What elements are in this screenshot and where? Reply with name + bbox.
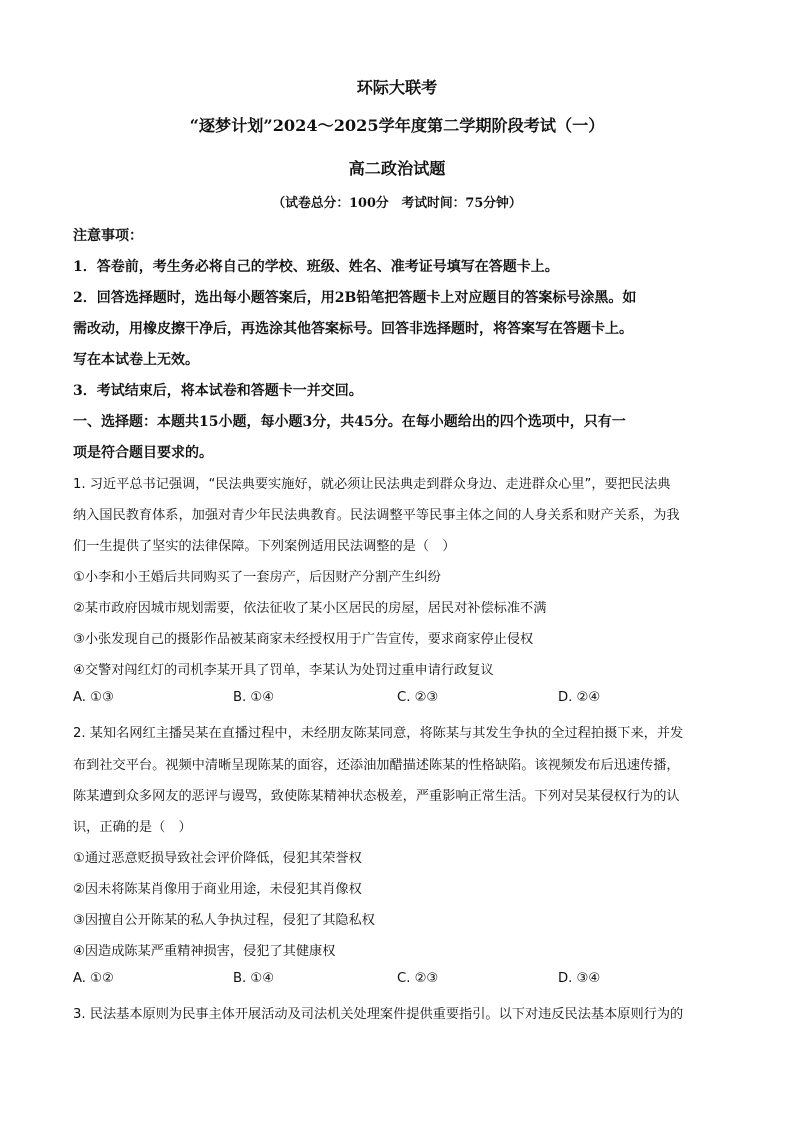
notice-item-2-line-1: 2．回答选择题时，选出每小题答案后，用2B铅笔把答题卡上对应题目的答案标号涂黑。如 (73, 290, 637, 306)
q1-statement-2: ②某市政府因城市规划需要，依法征收了某小区居民的房屋，居民对补偿标准不满 (73, 601, 547, 616)
q2-option-b: B. ①④ (233, 971, 275, 986)
q1-option-b: B. ①④ (233, 690, 275, 705)
q2-stem-line-3: 陈某遭到众多网友的恶评与谩骂，致使陈某精神状态极差，严重影响正常生活。下列对吴某侵权行为的认 (73, 789, 680, 804)
exam-info: （试卷总分：100分 考试时间：75分钟） (272, 196, 522, 211)
notice-item-1: 1．答卷前，考生务必将自己的学校、班级、姓名、准考证号填写在答题卡上。 (73, 259, 559, 275)
q2-option-c: C. ②③ (397, 971, 439, 986)
q2-statement-1: ①通过恶意贬损导致社会评价降低，侵犯其荣誉权 (73, 851, 362, 866)
exam-organizer: 环际大联考 (356, 78, 438, 97)
section-heading-line-2: 项是符合题目要求的。 (73, 445, 213, 461)
exam-title: “逐梦计划”2024～2025学年度第二学期阶段考试（一） (189, 116, 605, 135)
q1-stem-line-3: 们一生提供了坚实的法律保障。下列案例适用民法调整的是（ ） (73, 539, 456, 554)
notice-item-2-line-2: 需改动，用橡皮擦干净后，再选涂其他答案标号。回答非选择题时，将答案写在答题卡上。 (73, 321, 633, 337)
q1-option-d: D. ②④ (558, 690, 601, 705)
q1-stem-line-1: 1. 习近平总书记强调，“民法典要实施好，就必须让民法典走到群众身边、走进群众心里”，要把民法典 (73, 477, 671, 492)
subject-title: 高二政治试题 (348, 159, 446, 178)
section-heading-line-1: 一、选择题：本题共15小题，每小题3分，共45分。在每小题给出的四个选项中，只有一 (73, 414, 626, 430)
q3-stem-line-1: 3. 民法基本原则为民事主体开展活动及司法机关处理案件提供重要指引。以下对违反民法基本原则行为的 (73, 1007, 684, 1022)
q1-option-c: C. ②③ (397, 690, 439, 705)
q1-statement-4: ④交警对闯红灯的司机李某开具了罚单，李某认为处罚过重申请行政复议 (73, 663, 494, 678)
q2-statement-3: ③因擅自公开陈某的私人争执过程，侵犯了其隐私权 (73, 913, 375, 928)
q2-option-a: A. ①② (73, 971, 114, 986)
q1-statement-3: ③小张发现自己的摄影作品被某商家未经授权用于广告宣传，要求商家停止侵权 (73, 632, 534, 647)
notice-heading: 注意事项： (73, 228, 143, 244)
q2-statement-4: ④因造成陈某严重精神损害，侵犯了其健康权 (73, 944, 336, 959)
q2-stem-line-1: 2. 某知名网红主播吴某在直播过程中，未经朋友陈某同意，将陈某与其发生争执的全过程拍摄下来，并发 (73, 726, 684, 741)
notice-item-2-line-3: 写在本试卷上无效。 (73, 352, 199, 368)
q2-stem-line-4: 识，正确的是（ ） (73, 820, 192, 835)
q1-option-a: A. ①③ (73, 690, 114, 705)
q1-stem-line-2: 纳入国民教育体系，加强对青少年民法典教育。民法调整平等民事主体之间的人身关系和财产关系，为我 (73, 508, 680, 523)
q1-statement-1: ①小李和小王婚后共同购买了一套房产，后因财产分割产生纠纷 (73, 570, 441, 585)
notice-item-3: 3．考试结束后，将本试卷和答题卡一并交回。 (73, 383, 363, 399)
q2-stem-line-2: 布到社交平台。视频中清晰呈现陈某的面容，还添油加醋描述陈某的性格缺陷。该视频发布后迅速传播， (73, 758, 680, 773)
q2-statement-2: ②因未将陈某肖像用于商业用途，未侵犯其肖像权 (73, 882, 362, 897)
q2-option-d: D. ③④ (558, 971, 601, 986)
